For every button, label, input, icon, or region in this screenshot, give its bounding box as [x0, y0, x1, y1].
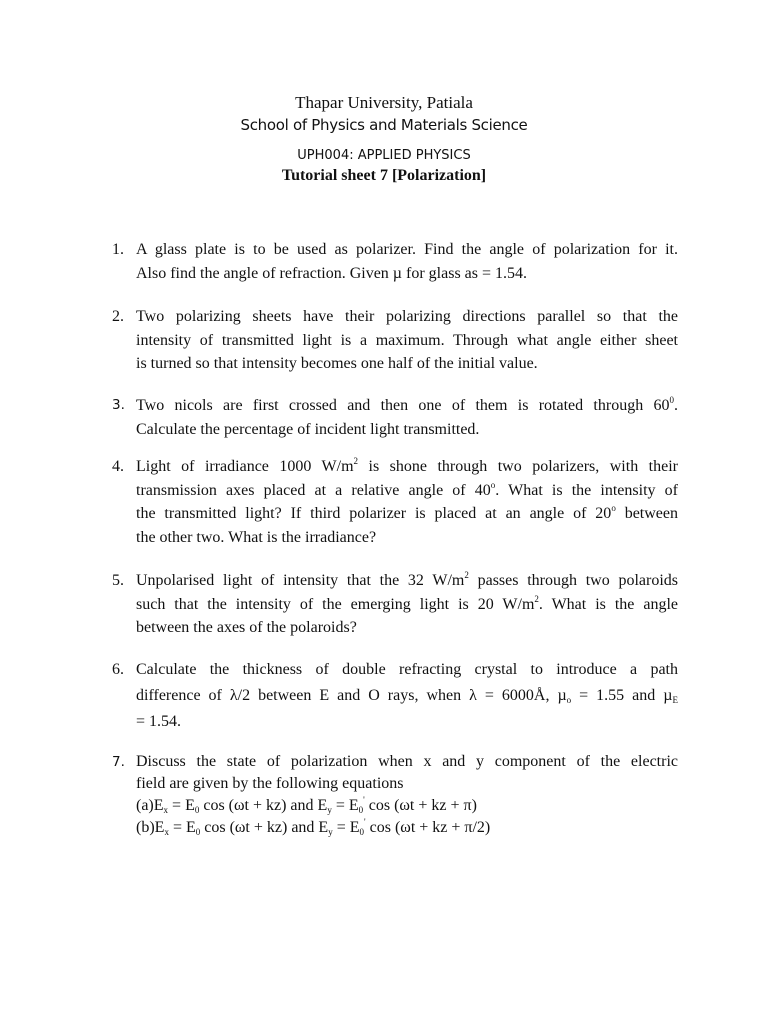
question-line: transmission axes placed at a relative angle of 40$^o$. What is the intensity of — [136, 479, 678, 499]
question-line: field are given by the following equations — [136, 775, 404, 792]
question-line: Calculate the thickness of double refracting crystal to introduce a path — [136, 661, 678, 678]
question-number: 1. — [112, 241, 124, 258]
question-number: 5. — [112, 572, 124, 589]
question-line: such that the intensity of the emerging light is 20 $W/m^2$. What is the angle — [136, 593, 678, 613]
question-7 — [112, 751, 678, 839]
question-line: intensity of transmitted light is a maximum. Through what angle either sheet — [136, 331, 678, 349]
question-line: A glass plate is to be used as polarizer. Find the angle of polarization for it. — [136, 241, 678, 258]
question-line: Calculate the percentage of incident light transmitted. — [136, 420, 480, 438]
question-number: 4. — [112, 458, 124, 475]
course-code: UPH004: APPLIED PHYSICS — [297, 148, 471, 163]
question-line: Unpolarised light of intensity that the 32 $W/m^2$ passes through two polaroids — [136, 570, 678, 589]
sheet-title: Tutorial sheet 7 [Polarization] — [281, 167, 487, 184]
question-line: difference of λ/2 between E and O rays, when λ = 6000Å, µ$_o$ = 1.55 and µ$_E$ — [136, 687, 678, 705]
question-line: Also find the angle of refraction. Given µ for glass as = 1.54. — [136, 264, 528, 282]
question-2 — [112, 305, 678, 376]
question-line: Discuss the state of polarization when x and y component of the electric — [136, 753, 678, 770]
question-4 — [112, 455, 678, 549]
question-line: the other two. What is the irradiance? — [136, 528, 377, 546]
question-line: Two nicols are first crossed and then one of them is rotated through $60^0$. — [136, 395, 678, 414]
question-number: 6. — [112, 661, 124, 678]
question-line: = 1.54. — [136, 713, 182, 730]
question-1 — [112, 238, 678, 285]
question-6 — [112, 657, 678, 735]
question-line: Two polarizing sheets have their polarizing directions parallel so that the — [136, 308, 678, 325]
question-line: the transmitted light? If third polarizer is placed at an angle of 20$^o$ between — [136, 503, 678, 522]
question-number: 3. — [112, 397, 125, 413]
question-line: is turned so that intensity becomes one half of the initial value. — [136, 355, 538, 372]
question-3 — [112, 394, 678, 441]
university-title: Thapar University, Patiala — [295, 93, 473, 112]
school-name: School of Physics and Materials Science — [240, 116, 528, 134]
question-number: 7. — [112, 754, 125, 770]
equation-a: $(a)E_x = E_0$ cos (ωt + kz) and $E_y = E_0'$ cos (ωt + kz + π) — [136, 795, 477, 815]
question-number: 2. — [112, 308, 124, 325]
equation-b: $(b)E_x = E_0$ cos (ωt + kz) and $E_y = E_0'$ cos (ωt + kz + π/2) — [136, 817, 491, 837]
question-line: Light of irradiance 1000 $W/m^2$ is shone through two polarizers, with their — [136, 456, 678, 475]
question-line: between the axes of the polaroids? — [136, 619, 357, 636]
question-5 — [112, 569, 678, 640]
